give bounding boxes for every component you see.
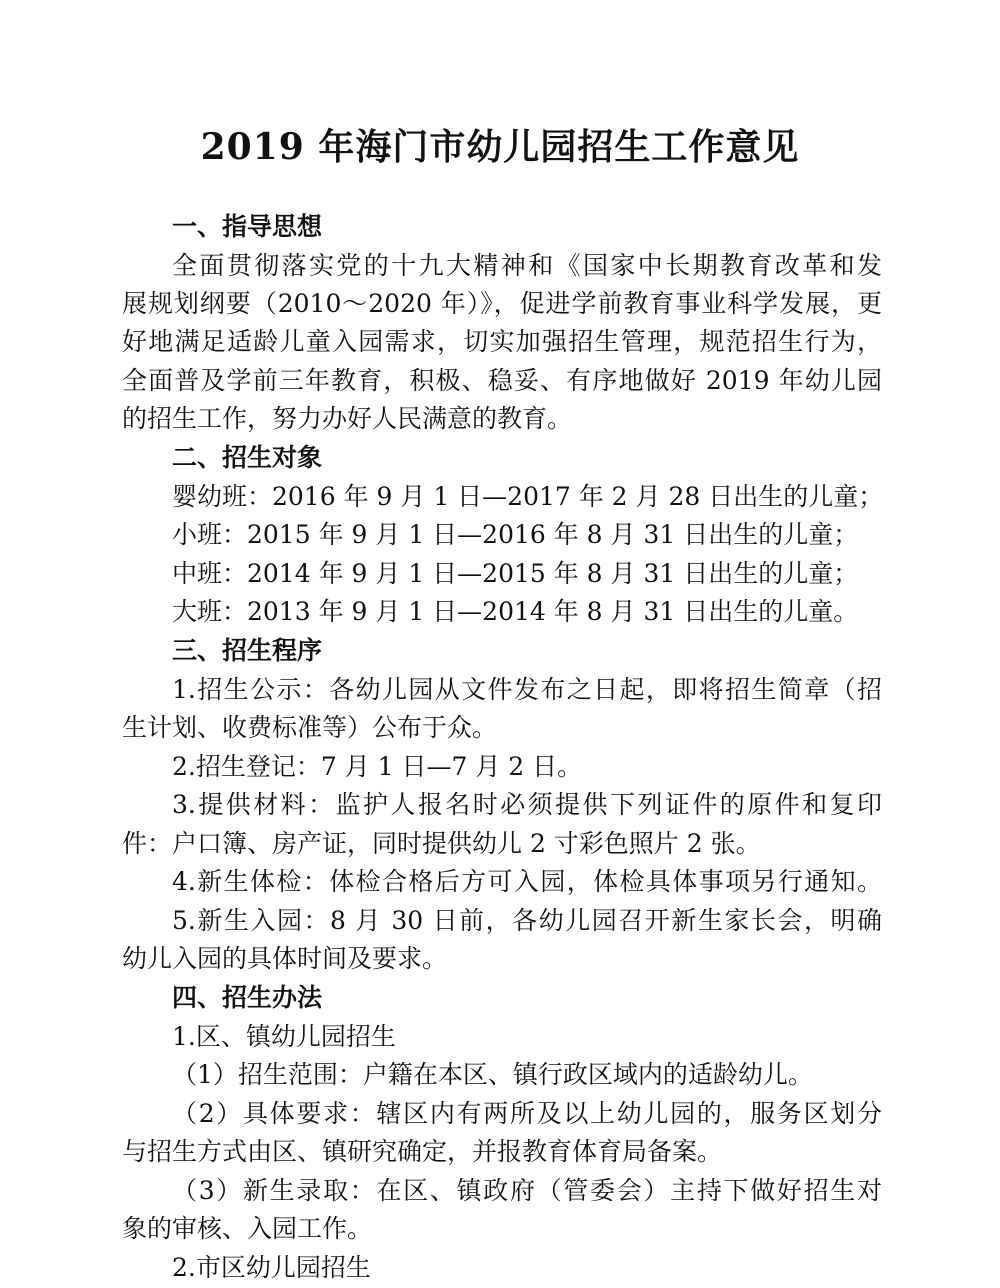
section-heading-3: 三、招生程序 xyxy=(172,636,323,665)
paragraph-line: 小班：2015 年 9 月 1 日—2016 年 8 月 31 日出生的儿童； xyxy=(172,520,859,549)
paragraph-line: 2.招生登记：7 月 1 日—7 月 2 日。 xyxy=(172,752,583,781)
paragraph-line: 象的审核、入园工作。 xyxy=(122,1214,373,1243)
paragraph-line: 全面贯彻落实党的十九大精神和《国家中长期教育改革和发 xyxy=(172,251,882,280)
paragraph-line: 1.招生公示：各幼儿园从文件发布之日起，即将招生简章（招 xyxy=(172,675,882,704)
paragraph-line: 展规划纲要（2010～2020 年）》，促进学前教育事业科学发展，更 xyxy=(122,289,882,318)
paragraph-line: 4.新生体检：体检合格后方可入园，体检具体事项另行通知。 xyxy=(172,867,882,896)
paragraph-line: （1）招生范围：户籍在本区、镇行政区域内的适龄幼儿。 xyxy=(172,1060,813,1089)
paragraph-line: 幼儿入园的具体时间及要求。 xyxy=(122,944,448,973)
section-heading-1: 一、指导思想 xyxy=(172,212,323,241)
paragraph-line: 全面普及学前三年教育，积极、稳妥、有序地做好 2019 年幼儿园 xyxy=(122,366,882,395)
paragraph-line: 大班：2013 年 9 月 1 日—2014 年 8 月 31 日出生的儿童。 xyxy=(172,597,859,626)
section-heading-2: 二、招生对象 xyxy=(172,443,323,472)
paragraph-line: 件：户口簿、房产证，同时提供幼儿 2 寸彩色照片 2 张。 xyxy=(122,829,761,858)
paragraph-line: 1.区、镇幼儿园招生 xyxy=(172,1022,396,1051)
paragraph-line: （2）具体要求：辖区内有两所及以上幼儿园的，服务区划分 xyxy=(172,1099,882,1128)
paragraph-line: 的招生工作，努力办好人民满意的教育。 xyxy=(122,404,573,433)
paragraph-line: 与招生方式由区、镇研究确定，并报教育体育局备案。 xyxy=(122,1137,723,1166)
paragraph-line: 好地满足适龄儿童入园需求，切实加强招生管理，规范招生行为， xyxy=(122,327,882,356)
paragraph-line: 2.市区幼儿园招生 xyxy=(172,1253,371,1282)
document-title: 2019 年海门市幼儿园招生工作意见 xyxy=(200,126,800,168)
paragraph-line: 3.提供材料：监护人报名时必须提供下列证件的原件和复印 xyxy=(172,790,882,819)
section-heading-4: 四、招生办法 xyxy=(172,983,323,1012)
paragraph-line: 生计划、收费标准等）公布于众。 xyxy=(122,713,498,742)
paragraph-line: 中班：2014 年 9 月 1 日—2015 年 8 月 31 日出生的儿童； xyxy=(172,559,859,588)
paragraph-line: 婴幼班：2016 年 9 月 1 日—2017 年 2 月 28 日出生的儿童； xyxy=(172,482,884,511)
paragraph-line: （3）新生录取：在区、镇政府（管委会）主持下做好招生对 xyxy=(172,1176,882,1205)
paragraph-line: 5.新生入园：8 月 30 日前，各幼儿园召开新生家长会，明确 xyxy=(172,906,882,935)
